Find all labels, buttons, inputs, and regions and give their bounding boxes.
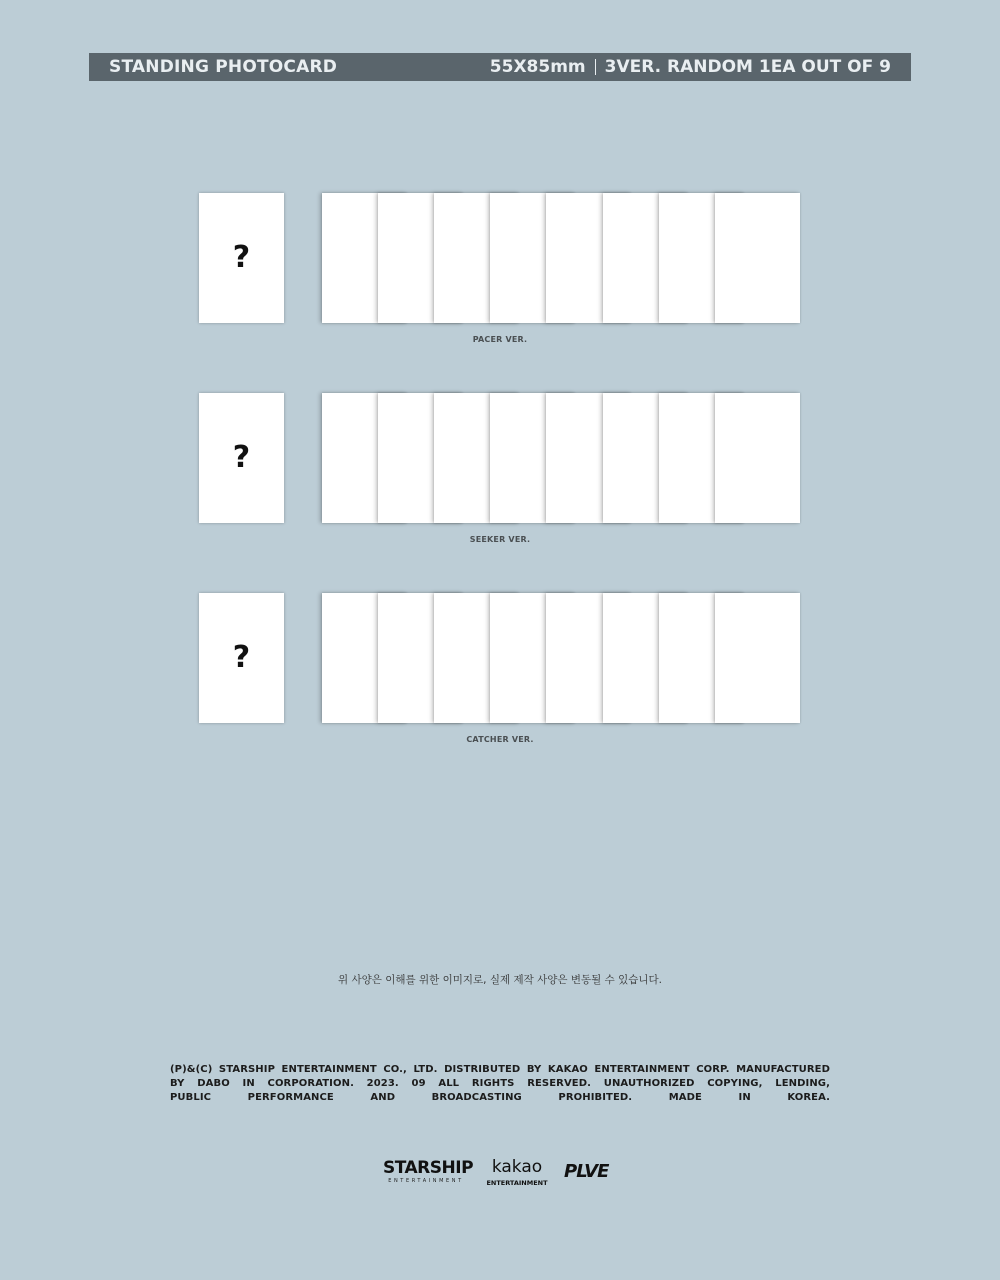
plve-logo-text: PLVE (564, 1161, 609, 1181)
random-photocard (199, 593, 284, 723)
header-bar (89, 53, 911, 81)
copyright-block (170, 1063, 830, 1105)
kakao-logo-text: kakao (491, 1157, 543, 1177)
header-spec (490, 53, 891, 81)
photocard (715, 393, 800, 523)
photocard-stack (322, 593, 800, 723)
header-title: STANDING PHOTOCARD (109, 57, 338, 77)
starship-logo-text: STARSHIP (383, 1158, 474, 1178)
plve-logo (563, 1159, 617, 1181)
random-photocard (199, 193, 284, 323)
starship-logo-subtext: ENTERTAINMENT (388, 1178, 464, 1184)
header-info: 3VER. RANDOM 1EA OUT OF 9 (604, 57, 891, 77)
question-mark-icon: ? (232, 639, 251, 675)
random-photocard (199, 393, 284, 523)
photocard (715, 593, 800, 723)
kakao-logo (484, 1155, 550, 1187)
question-mark-icon: ? (232, 239, 251, 275)
logo-row (0, 1155, 1000, 1195)
version-label: PACER VER. (472, 335, 528, 344)
notice-text: 위 사양은 이해를 위한 이미지로, 실제 제작 사양은 변동될 수 있습니다. (337, 974, 663, 986)
photocard-stack (322, 193, 800, 323)
starship-logo (383, 1158, 474, 1185)
kakao-logo-subtext: ENTERTAINMENT (486, 1179, 548, 1187)
question-mark-icon: ? (232, 439, 251, 475)
copyright-line: BY DABO IN CORPORATION. 2023. 09 ALL RIGHTS RESERVED. UNAUTHORIZED COPYING, LENDING, (170, 1078, 830, 1089)
copyright-line: (P)&(C) STARSHIP ENTERTAINMENT CO., LTD. DISTRIBUTED BY KAKAO ENTERTAINMENT CORP. MANUFACTURED (170, 1064, 830, 1075)
photocard-stack (322, 393, 800, 523)
version-label: CATCHER VER. (466, 735, 534, 744)
header-divider (595, 59, 596, 75)
photocard (715, 193, 800, 323)
version-label: SEEKER VER. (469, 535, 531, 544)
header-size: 55X85mm (489, 57, 586, 77)
copyright-line: PUBLIC PERFORMANCE AND BROADCASTING PROHIBITED. MADE IN KOREA. (170, 1092, 830, 1103)
